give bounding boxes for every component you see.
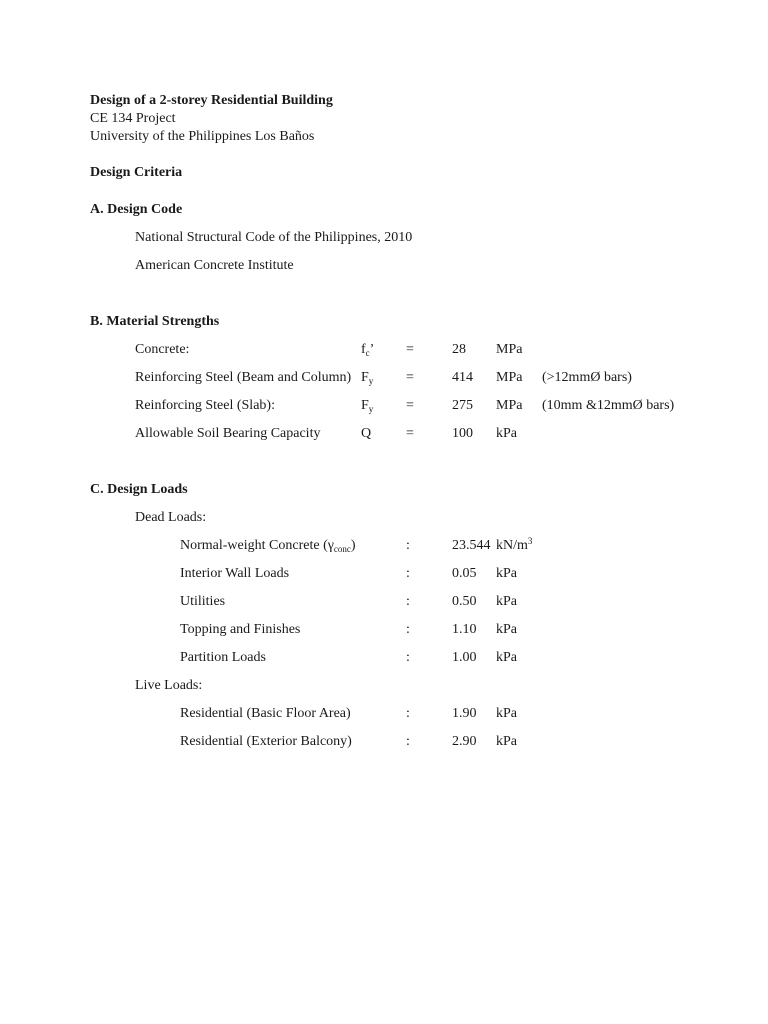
load-separator: : bbox=[406, 538, 410, 553]
load-label: Normal-weight Concrete $(\gamma_{conc})$ bbox=[180, 538, 356, 554]
equals-sign: = bbox=[406, 370, 414, 385]
equals-sign: = bbox=[406, 426, 414, 441]
material-symbol: Q bbox=[361, 426, 372, 441]
load-value: 1.90 bbox=[452, 706, 477, 721]
load-label: Interior Wall Loads bbox=[180, 566, 290, 581]
load-unit: kPa bbox=[496, 650, 517, 665]
load-separator: : bbox=[406, 650, 410, 665]
material-unit: kPa bbox=[496, 426, 517, 441]
design-code-item: American Concrete Institute bbox=[135, 258, 294, 273]
material-note: (10mm &12mmØ bars) bbox=[542, 398, 675, 413]
load-label: Partition Loads bbox=[180, 650, 266, 665]
dead-loads-heading: Dead Loads: bbox=[135, 510, 207, 525]
material-note: (>12mmØ bars) bbox=[542, 370, 632, 385]
university-name: University of the Philippines Los Baños bbox=[90, 129, 315, 144]
load-value: 1.10 bbox=[452, 622, 477, 637]
material-label: Concrete: bbox=[135, 342, 190, 357]
load-separator: : bbox=[406, 706, 410, 721]
material-value: 28 bbox=[452, 342, 466, 357]
load-label: Residential (Basic Floor Area) bbox=[180, 706, 351, 721]
material-symbol: $f_c$’ bbox=[361, 342, 375, 358]
material-unit: MPa bbox=[496, 342, 523, 357]
load-label: Utilities bbox=[180, 594, 226, 609]
design-code-item: National Structural Code of the Philippines, 2010 bbox=[135, 230, 413, 245]
material-label: Reinforcing Steel (Beam and Column) bbox=[135, 370, 352, 385]
load-value: 23.544 bbox=[452, 538, 491, 553]
material-unit: MPa bbox=[496, 370, 523, 385]
section-c-heading: C. Design Loads bbox=[90, 482, 188, 497]
section-a-heading: A. Design Code bbox=[90, 202, 183, 217]
load-separator: : bbox=[406, 566, 410, 581]
material-label: Reinforcing Steel (Slab): bbox=[135, 398, 275, 413]
live-loads-heading: Live Loads: bbox=[135, 678, 203, 693]
load-unit: kPa bbox=[496, 622, 517, 637]
load-unit: kPa bbox=[496, 594, 517, 609]
material-unit: MPa bbox=[496, 398, 523, 413]
load-value: 2.90 bbox=[452, 734, 477, 749]
load-unit: kPa bbox=[496, 566, 517, 581]
material-value: 100 bbox=[452, 426, 473, 441]
section-b-heading: B. Material Strengths bbox=[90, 314, 220, 329]
load-separator: : bbox=[406, 734, 410, 749]
course-name: CE 134 Project bbox=[90, 111, 176, 126]
equals-sign: = bbox=[406, 342, 414, 357]
load-separator: : bbox=[406, 622, 410, 637]
material-symbol: $F_y$ bbox=[361, 398, 374, 414]
load-value: 1.00 bbox=[452, 650, 477, 665]
load-unit: $kN/m^3$ bbox=[496, 536, 533, 553]
load-value: 0.05 bbox=[452, 566, 477, 581]
load-unit: kPa bbox=[496, 734, 517, 749]
load-label: Residential (Exterior Balcony) bbox=[180, 734, 352, 749]
load-unit: kPa bbox=[496, 706, 517, 721]
load-label: Topping and Finishes bbox=[180, 622, 301, 637]
load-value: 0.50 bbox=[452, 594, 477, 609]
equals-sign: = bbox=[406, 398, 414, 413]
material-value: 275 bbox=[452, 398, 473, 413]
design-criteria-heading: Design Criteria bbox=[90, 165, 183, 180]
material-label: Allowable Soil Bearing Capacity bbox=[135, 426, 321, 441]
material-symbol: $F_y$ bbox=[361, 370, 374, 386]
load-separator: : bbox=[406, 594, 410, 609]
document-title: Design of a 2-storey Residential Building bbox=[90, 93, 333, 108]
material-value: 414 bbox=[452, 370, 473, 385]
